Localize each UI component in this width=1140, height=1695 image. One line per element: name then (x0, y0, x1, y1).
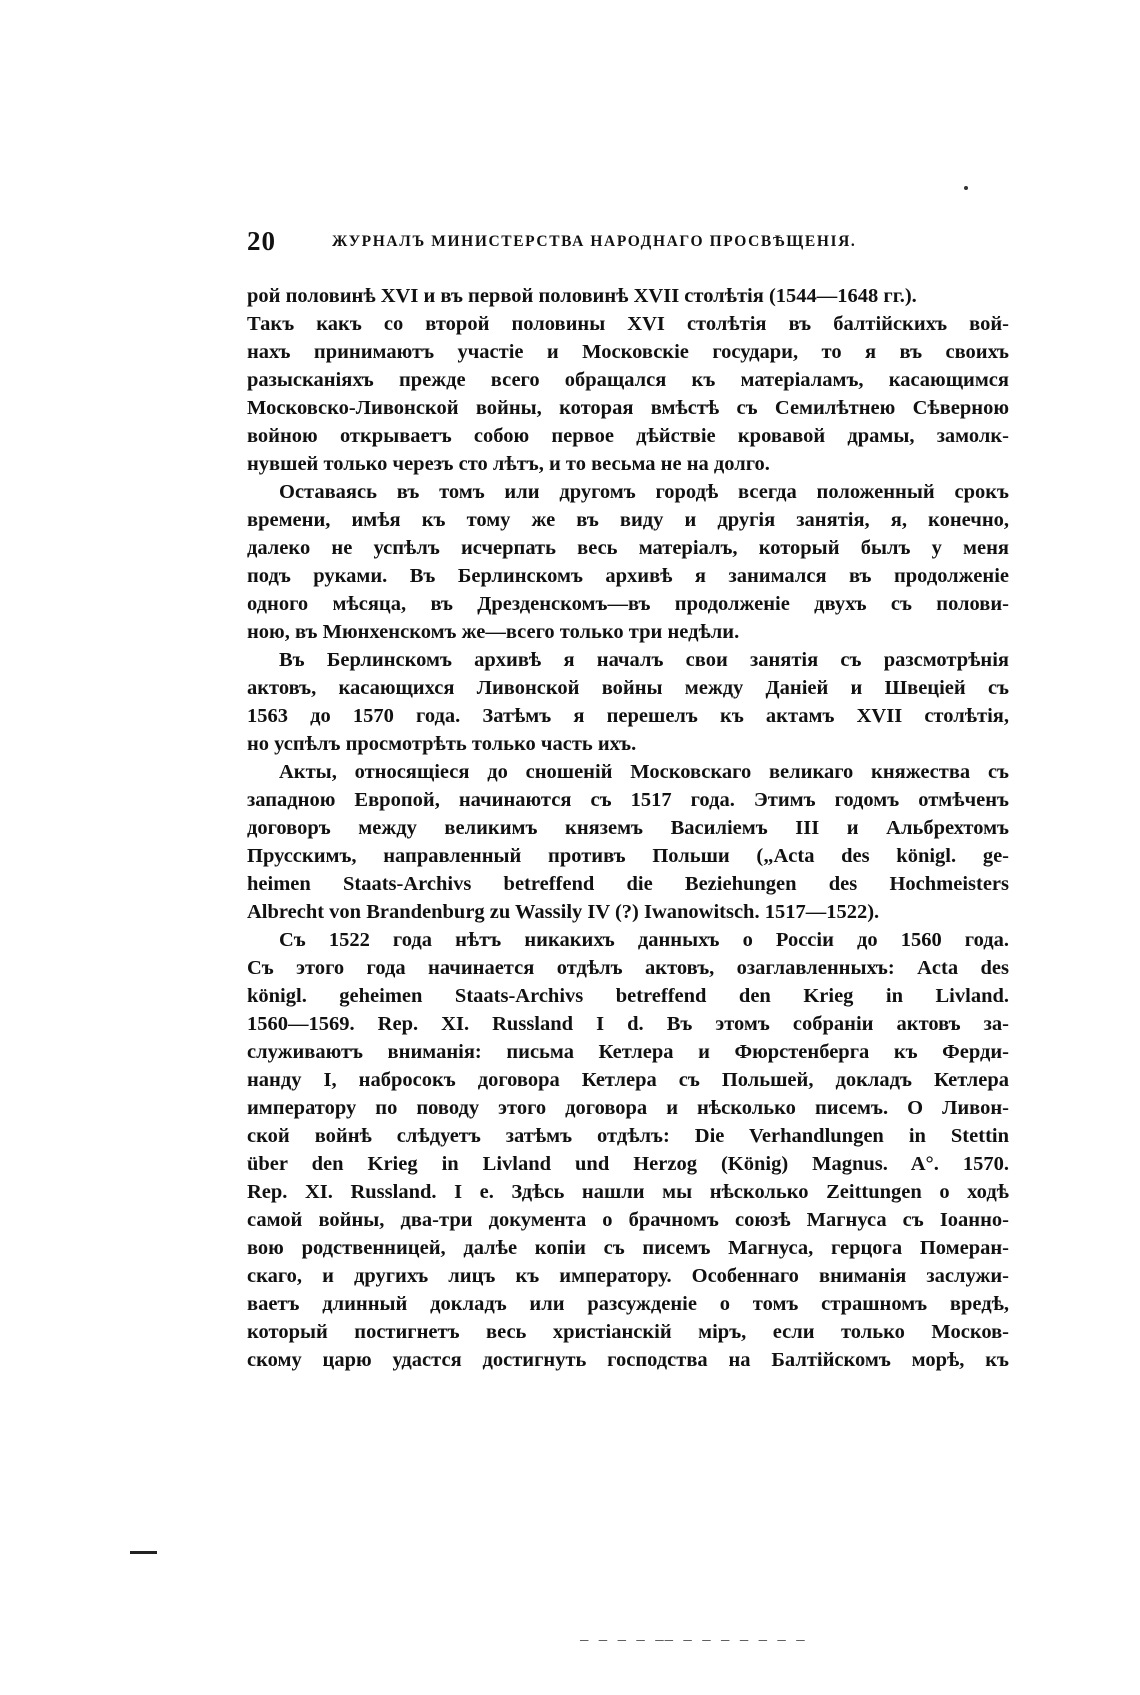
page-header (247, 226, 1007, 262)
text-line: Съ этого года начинается отдѣлъ актовъ, озаглавленныхъ: Acta des (247, 957, 1009, 979)
text-line: 1560—1569. Rep. XI. Russland I d. Въ этомъ собраніи актовъ за- (247, 1013, 1009, 1035)
text-line: Съ 1522 года нѣтъ никакихъ данныхъ о Россіи до 1560 года. (279, 929, 1009, 951)
text-line: Rep. XI. Russland. I e. Здѣсь нашли мы нѣсколько Zeittungen о ходѣ (247, 1181, 1009, 1203)
text-line: служиваютъ вниманія: письма Кетлера и Фюрстенберга къ Ферди- (247, 1041, 1009, 1063)
text-line: Акты, относящіеся до сношеній Московскаго великаго княжества съ (279, 761, 1009, 783)
text-line: нанду I, набросокъ договора Кетлера съ Польшей, докладъ Кетлера (247, 1069, 1009, 1091)
text-line: Прусскимъ, направленный противъ Польши („Acta des königl. ge- (247, 845, 1009, 867)
text-line: Оставаясь въ томъ или другомъ городѣ всегда положенный срокъ (279, 481, 1009, 503)
text-line: актовъ, касающихся Ливонской войны между Даніей и Швеціей съ (247, 677, 1009, 699)
text-line: нахъ принимаютъ участіе и Московскіе государи, то я въ своихъ (247, 341, 1009, 363)
text-line: далеко не успѣлъ исчерпать весь матеріалъ, который былъ у меня (247, 537, 1009, 559)
text-line: вою родственницей, далѣе копіи съ писемъ Магнуса, герцога Померан- (247, 1237, 1009, 1259)
text-line: но успѣлъ просмотрѣть только часть ихъ. (247, 733, 637, 755)
page-number: 20 (247, 226, 276, 256)
text-line: времени, имѣя къ тому же въ виду и другія занятія, я, конечно, (247, 509, 1009, 531)
text-line: рой половинѣ XVI и въ первой половинѣ XVII столѣтія (1544—1648 гг.). (247, 285, 917, 307)
speck-mark (964, 186, 968, 190)
text-line: нувшей только черезъ сто лѣтъ, и то весьма не на долго. (247, 453, 770, 475)
footer-dashes: — — — — —— — — — — — — — (580, 1633, 806, 1649)
text-line: подъ руками. Въ Берлинскомъ архивѣ я занимался въ продолженіе (247, 565, 1009, 587)
text-line: самой войны, два-три документа о брачномъ союзѣ Магнуса съ Іоанно- (247, 1209, 1009, 1231)
text-line: Московско-Ливонской войны, которая вмѣстѣ съ Семилѣтнею Сѣверною (247, 397, 1009, 419)
text-line: договоръ между великимъ княземъ Василіемъ III и Альбрехтомъ (247, 817, 1009, 839)
text-line: разысканіяхъ прежде всего обращался къ матеріаламъ, касающимся (247, 369, 1009, 391)
text-line: ваетъ длинный докладъ или разсужденіе о томъ страшномъ вредѣ, (247, 1293, 1009, 1315)
text-line: 1563 до 1570 года. Затѣмъ я перешелъ къ актамъ XVII столѣтія, (247, 705, 1009, 727)
text-line: königl. geheimen Staats-Archivs betreffend den Krieg in Livland. (247, 985, 1009, 1007)
text-line: западною Европой, начинаются съ 1517 года. Этимъ годомъ отмѣченъ (247, 789, 1009, 811)
text-line: ской войнѣ слѣдуетъ затѣмъ отдѣлъ: Die Verhandlungen in Stettin (247, 1125, 1009, 1147)
text-line: ною, въ Мюнхенскомъ же—всего только три недѣли. (247, 621, 740, 643)
text-line: войною открываетъ собою первое дѣйствіе кровавой драмы, замолк- (247, 425, 1009, 447)
running-title: ЖУРНАЛЪ МИНИСТЕРСТВА НАРОДНАГО ПРОСВѢЩЕНІЯ. (332, 233, 857, 250)
text-line: Въ Берлинскомъ архивѣ я началъ свои занятія съ разсмотрѣнія (279, 649, 1009, 671)
text-line: императору по поводу этого договора и нѣсколько писемъ. О Ливон- (247, 1097, 1009, 1119)
text-line: одного мѣсяца, въ Дрезденскомъ—въ продолженіе двухъ съ полови- (247, 593, 1009, 615)
text-line: heimen Staats-Archivs betreffend die Beziehungen des Hochmeisters (247, 873, 1009, 895)
text-line: который постигнетъ весь христіанскій міръ, если только Москов- (247, 1321, 1009, 1343)
text-line: Albrecht von Brandenburg zu Wassily IV (?) Iwanowitsch. 1517—1522). (247, 901, 880, 923)
text-line: скаго, и другихъ лицъ къ императору. Особеннаго вниманія заслужи- (247, 1265, 1009, 1287)
body-text (247, 282, 1009, 1374)
text-line: über den Krieg in Livland und Herzog (König) Magnus. A°. 1570. (247, 1153, 1009, 1175)
text-line: Такъ какъ со второй половины XVI столѣтія въ балтійскихъ вой- (247, 313, 1009, 335)
text-line: скому царю удастся достигнуть господства на Балтійскомъ морѣ, къ (247, 1349, 1009, 1371)
margin-dash-mark (130, 1551, 157, 1554)
